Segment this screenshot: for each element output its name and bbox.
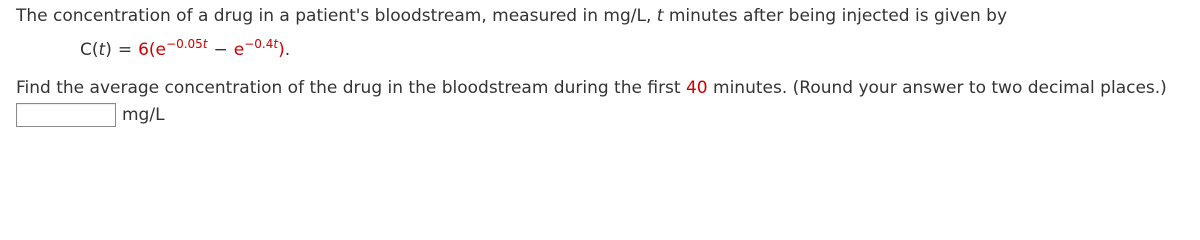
formula-exp2-num: −0.4 (244, 37, 274, 51)
intro-text-end: minutes after being injected is given by (663, 6, 1008, 26)
question (16, 78, 1167, 98)
formula-minus: − (213, 40, 228, 60)
formula-base2: e (233, 40, 245, 60)
question-minutes-value: 40 (685, 78, 708, 98)
formula-period: . (284, 40, 291, 60)
formula-lhs-name: C (80, 40, 92, 60)
problem-intro (16, 6, 1007, 26)
formula-equals: = (117, 40, 133, 60)
intro-text-start: The concentration of a drug in a patient's bloodstream, measured in mg/L, (16, 6, 657, 26)
formula-exponent2 (244, 37, 278, 51)
formula-base1: e (155, 40, 167, 60)
question-text-start: Find the average concentration of the drug in the bloodstream during the first (16, 78, 686, 98)
formula-lhs-var: t (98, 40, 106, 60)
intro-variable-t: t (656, 6, 664, 26)
formula-expression-2 (233, 37, 285, 60)
formula-exp2-var: t (273, 37, 279, 51)
formula-coef: 6 (138, 40, 149, 60)
formula-exp1-num: −0.05 (166, 37, 203, 51)
formula-exp1-var: t (202, 37, 208, 51)
formula (80, 37, 291, 60)
formula-exponent1 (166, 37, 208, 51)
formula-lhs-close: ) (105, 40, 112, 60)
answer-unit: mg/L (122, 105, 165, 125)
formula-close-paren: ) (278, 40, 285, 60)
question-text-end: minutes. (Round your answer to two decimal places.) (707, 78, 1167, 98)
formula-expression (138, 37, 208, 60)
formula-open-paren: ( (148, 40, 156, 60)
formula-lhs-open: ( (91, 40, 99, 60)
answer-input[interactable] (16, 103, 116, 127)
answer-row (16, 103, 165, 127)
